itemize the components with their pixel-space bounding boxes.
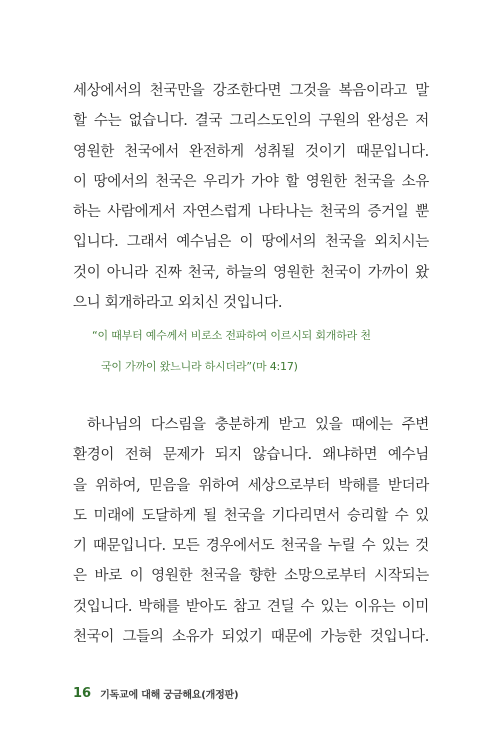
text-line: 것이 아니라 진짜 천국, 하늘의 영원한 천국이 가까이 왔	[73, 264, 429, 281]
quote-line: “이 때부터 예수께서 비로소 전파하여 이르시되 회개하라 천	[92, 329, 371, 342]
page-number: 16	[73, 685, 92, 701]
text-line: 으니 회개하라고 외치신 것입니다.	[73, 295, 283, 312]
page-footer	[73, 683, 238, 703]
text-line: 기 때문입니다. 모든 경우에서도 천국을 누릴 수 있는 것	[73, 538, 429, 555]
text-line: 입니다. 그래서 예수님은 이 땅에서의 천국을 외치시는	[73, 234, 429, 251]
text-line: 이 땅에서의 천국은 우리가 가야 할 영원한 천국을 소유	[73, 173, 429, 190]
text-line: 하는 사람에게서 자연스럽게 나타나는 천국의 증거일 뿐	[73, 204, 429, 221]
text-line: 은 바로 이 영원한 천국을 향한 소망으로부터 시작되는	[73, 568, 429, 585]
running-title: 기독교에 대해 궁금해요(개정판)	[100, 689, 239, 701]
quote-line: 국이 가까이 왔느니라 하시더라”(마 4:17)	[101, 360, 298, 373]
text-line: 세상에서의 천국만을 강조한다면 그것을 복음이라고 말	[73, 83, 429, 99]
body-paragraph-1	[73, 76, 429, 318]
text-line: 을 위하여, 믿음을 위하여 세상으로부터 박해를 받더라	[73, 477, 429, 494]
text-line: 도 미래에 도달하게 될 천국을 기다리면서 승리할 수 있	[73, 507, 429, 524]
text-line: 천국이 그들의 소유가 되었기 때문에 가능한 것입니다.	[73, 629, 429, 646]
text-line: 것입니다. 박해를 받아도 참고 견딜 수 있는 이유는 이미	[73, 598, 429, 615]
text-line: 영원한 천국에서 완전하게 성취될 것이기 때문입니다.	[73, 143, 429, 160]
scripture-quote	[92, 320, 412, 382]
body-paragraph-2	[73, 410, 429, 652]
text-line: 할 수는 없습니다. 결국 그리스도인의 구원의 완성은 저	[73, 113, 429, 130]
text-line: 환경이 전혀 문제가 되지 않습니다. 왜냐하면 예수님	[73, 447, 429, 464]
text-line: 하나님의 다스림을 충분하게 받고 있을 때에는 주변	[87, 417, 429, 433]
